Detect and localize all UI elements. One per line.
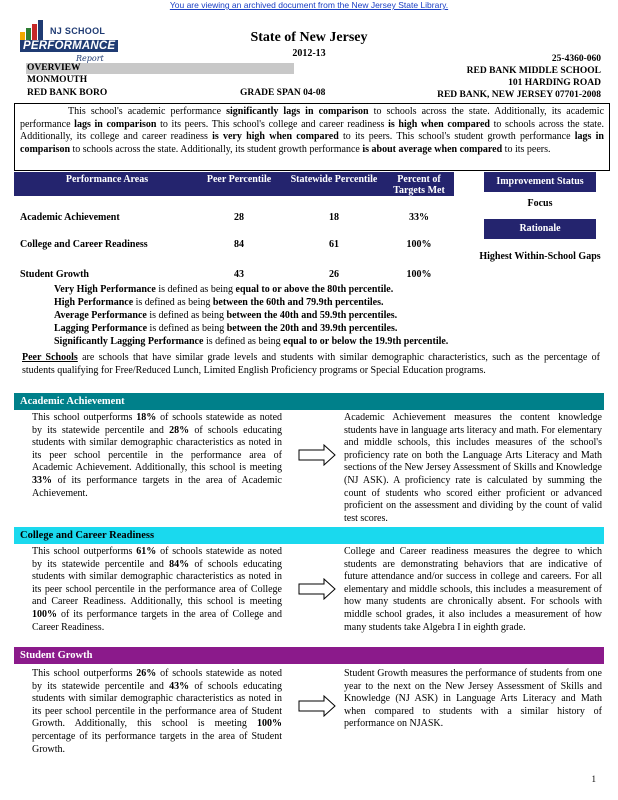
district-name: RED BANK BORO — [27, 88, 108, 98]
summary-highlight: lags in comparison — [20, 131, 604, 155]
rationale-value: Highest Within-School Gaps — [479, 251, 601, 262]
definition-line: Very High Performance is defined as being equal to or above the 80th percentile. — [54, 284, 394, 295]
definition-line: Average Performance is defined as being between the 40th and 59.9th percentiles. — [54, 310, 398, 321]
row-peer: 28 — [234, 212, 244, 223]
college-career-readiness-description: College and Career readiness measures the degree to which students are demonstrating behaviors that are indicative of future attendance and/or success in college and careers. For all elementary and middle schools, this includes a measurement of how many students are chronically absent. For schools with middle school grades, it also includes a measurement of how many students take Algebra I in eighth grade. — [344, 546, 602, 633]
improvement-status-value: Focus — [527, 198, 553, 209]
table-header-row — [14, 172, 454, 196]
row-targets: 100% — [406, 239, 432, 250]
row-area: College and Career Readiness — [20, 239, 148, 250]
row-area: Student Growth — [20, 269, 89, 280]
logo-nj-school: NJ SCHOOL — [50, 26, 106, 36]
row-area: Academic Achievement — [20, 212, 120, 223]
rationale-label: Rationale — [484, 219, 596, 239]
summary-text: to its peers. This school's student growth performance — [338, 131, 575, 143]
school-code: 25-4360-060 — [551, 54, 601, 64]
performance-table — [14, 172, 454, 281]
college-career-readiness-summary: This school outperforms 61% of schools statewide as noted by its statewide percentile and 84% of schools educating students with similar demographic characteristics as noted in its peer school percentile in the performance area of College and Career Readiness. Additionally, this school is meeting 100% of its performance targets in the area of College and Career Readiness. — [32, 546, 283, 633]
section-header-college-career-readiness: College and Career Readiness — [14, 527, 604, 544]
academic-achievement-summary: This school outperforms 18% of schools statewide as noted by its statewide percentile and 28% of schools educating students with similar demographic characteristics as noted in its peer school percentile in the performance area of Academic Achievement. Additionally, this school is meeting 33% of its performance targets in the area of Academic Achievement. — [32, 412, 283, 499]
summary-text: to schools across the state. Additionally, its college and career readiness — [20, 118, 605, 143]
grade-span: GRADE SPAN 04-08 — [240, 88, 326, 98]
school-city: RED BANK, NEW JERSEY 07701-2008 — [437, 90, 601, 100]
peer-schools-text: are schools that have similar grade levels and students with similar demographic characteristics, such as the percentage of students qualifying for Free/Reduced Lunch, Limited English Proficiency programs or Special Education programs. — [22, 352, 600, 376]
logo-report: Report — [76, 54, 104, 63]
summary-text: to schools across the state. Additionally, its student growth performance — [70, 143, 363, 155]
summary-text: to its peers. — [502, 143, 551, 155]
performance-summary — [14, 103, 610, 171]
section-header-student-growth: Student Growth — [14, 647, 604, 664]
definition-line: Lagging Performance is defined as being between the 20th and 39.9th percentiles. — [54, 323, 398, 334]
school-street: 101 HARDING ROAD — [508, 78, 601, 88]
peer-schools-note — [22, 352, 600, 377]
row-statewide: 26 — [329, 269, 339, 280]
student-growth-description: Student Growth measures the performance of students from one year to the next on the New Jersey Assessment of Skills and Knowledge (NJ ASK) in Language Arts Literacy and Math when compared to students with a similar history of performance on NJASK. — [344, 668, 602, 730]
section-header-academic-achievement: Academic Achievement — [14, 393, 604, 410]
header-peer-percentile: Peer Percentile — [194, 172, 284, 196]
row-peer: 43 — [234, 269, 244, 280]
school-year: 2012-13 — [292, 48, 326, 59]
row-targets: 33% — [409, 212, 429, 223]
summary-highlight: is about average when compared — [362, 143, 503, 155]
table-row — [14, 196, 454, 224]
right-arrow-icon — [298, 578, 336, 600]
header-targets-met: Percent of Targets Met — [384, 172, 454, 196]
row-statewide: 61 — [329, 239, 339, 250]
table-row — [14, 251, 454, 281]
page-number: 1 — [591, 774, 596, 784]
row-targets: 100% — [406, 269, 432, 280]
header-performance-areas: Performance Areas — [14, 172, 194, 196]
improvement-status-label: Improvement Status — [484, 172, 596, 192]
page-title: State of New Jersey — [250, 30, 368, 45]
peer-schools-term: Peer Schools — [22, 352, 78, 363]
summary-text: to its peers. This school's college and career readiness — [156, 118, 389, 130]
summary-highlight: significantly lags in comparison — [226, 106, 369, 117]
summary-text: This school's academic performance — [68, 106, 227, 117]
school-name: RED BANK MIDDLE SCHOOL — [466, 66, 601, 76]
row-statewide: 18 — [329, 212, 339, 223]
right-arrow-icon — [298, 695, 336, 717]
summary-text: to schools across the state. Additionally, its academic performance — [20, 106, 605, 130]
county-name: MONMOUTH — [27, 75, 88, 85]
logo-performance: PERFORMANCE — [20, 40, 118, 52]
summary-highlight: is very high when compared — [212, 131, 339, 143]
summary-highlight: lags in comparison — [74, 118, 157, 130]
student-growth-summary: This school outperforms 26% of schools statewide as noted by its statewide percentile and 43% of schools educating students with similar demographic characteristics as noted in its peer school percentile in the performance area of Student Growth. Additionally, this school is meeting 100% percentage of its performance targets in the area of Student Growth. — [32, 668, 283, 755]
header-statewide-percentile: Statewide Percentile — [284, 172, 384, 196]
definition-line: Significantly Lagging Performance is defined as being equal to or below the 19.9th percentile. — [54, 336, 449, 347]
table-row — [14, 224, 454, 251]
performance-definitions — [54, 283, 448, 348]
overview-label: OVERVIEW — [26, 63, 294, 74]
academic-achievement-description: Academic Achievement measures the content knowledge students have in language arts literacy and math. For elementary and middle schools, this includes measures of the school's proficiency rate on both the Language Arts Literacy and Math sections of the New Jersey Assessment of Skills and Knowledge (NJ ASK). A proficiency rate is calculated by summing the count of students who scored either proficient or advanced proficient on the assessment and dividing by the count of valid test scores. — [344, 412, 602, 524]
definition-line: High Performance is defined as being between the 60th and 79.9th percentiles. — [54, 297, 384, 308]
archive-banner-link[interactable]: You are viewing an archived document from the New Jersey State Library. — [169, 0, 449, 10]
summary-highlight: is high when compared — [388, 118, 490, 130]
right-arrow-icon — [298, 444, 336, 466]
row-peer: 84 — [234, 239, 244, 250]
